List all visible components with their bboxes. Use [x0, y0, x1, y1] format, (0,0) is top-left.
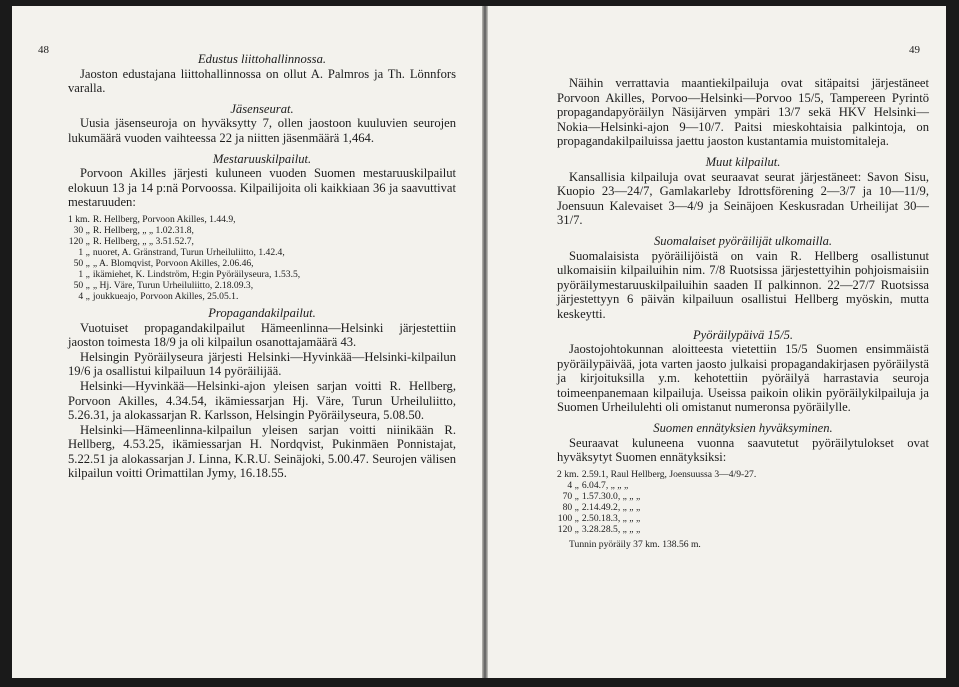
paragraph: Jaoston edustajana liittohallinnossa on ollut A. Palmros ja Th. Lönnfors varalla.	[68, 66, 456, 96]
record-row: 80 „ 2.14.49.2, „ „ „	[562, 501, 641, 513]
section-heading: Propagandakilpailut.	[208, 305, 316, 320]
paragraph: Seuraavat kuluneena vuonna saavutetut pyöräilytulokset ovat hyväksytyt Suomen ennätyksiksi:	[557, 435, 929, 465]
section-heading: Muut kilpailut.	[705, 154, 781, 169]
left-page	[12, 6, 482, 678]
page-number: 48	[38, 44, 49, 56]
result-row: 1 „ nuoret, A. Gränstrand, Turun Urheiluliitto, 1.42.4,	[78, 246, 285, 258]
record-row: 100 „ 2.50.18.3, „ „ „	[557, 512, 641, 524]
right-page	[488, 6, 946, 678]
paragraph: Näihin verrattavia maantiekilpailuja ovat sitäpaitsi järjestäneet Porvoon Akilles, Porvoo—Helsinki—Porvoo 15/5, Tampereen Pyrintö propagandapyöräilyn Näsijärven ympäri 13/7 sekä HKV Helsinki—Nokia—Helsinki-ajon 9—10/7. Paitsi mieskohtaisia palkintoja, on propagandakilpailuissa jaettu jaoston kustantamia muistomitaleja.	[557, 76, 929, 149]
records-table	[557, 469, 759, 535]
result-row: 50 „ „ A. Blomqvist, Porvoon Akilles, 2.06.46,	[73, 257, 254, 269]
record-row: 4 „ 6.04.7, „ „ „	[567, 479, 629, 491]
paragraph: Vuotuiset propagandakilpailut Hämeenlinna—Helsinki järjestettiin jaoston toimesta 18/9 ja oli kilpailun osanottajamäärä 43.	[68, 320, 456, 350]
section-heading: Suomalaiset pyöräilijät ulkomailla.	[653, 233, 833, 248]
record-row: 70 „ 1.57.30.0, „ „ „	[562, 490, 641, 502]
result-row: 4 „ joukkueajo, Porvoon Akilles, 25.05.1.	[78, 290, 239, 302]
paragraph: Suomalaisista pyöräilijöistä on vain R. Hellberg osallistunut ulkomaisiin kilpailuihin nim. 7/8 Ruotsissa järjestettyihin pohjoismaisiin pyöräilymestaruuskilpailuihin saaden II palkinnon. 22—27/7 Ruotsissa järjestettyyn 6 päivän kilpailuun osallistui Hellberg myöskin, mutta keskeytti.	[557, 248, 929, 321]
result-row: 1 „ ikämiehet, K. Lindström, H:gin Pyöräilyseura, 1.53.5,	[78, 268, 301, 280]
left-column	[68, 52, 456, 481]
section-heading: Edustus liittohallinnossa.	[197, 52, 327, 66]
records-note: Tunnin pyöräily 37 km. 138.56 m.	[569, 538, 701, 550]
paragraph: Porvoon Akilles järjesti kuluneen vuoden Suomen mestaruuskilpailut elokuun 13 ja 14 p:nä Porvoossa. Kilpailijoita oli kaikkiaan 36 ja saavuttivat mestaruuden:	[68, 166, 456, 210]
record-row: 2 km. 2.59.1, Raul Hellberg, Joensuussa 3—4/9-27.	[557, 468, 757, 480]
championship-results	[68, 214, 303, 302]
section-heading: Jäsenseurat.	[230, 101, 294, 116]
paragraph: Jaostojohtokunnan aloitteesta vietettiin 15/5 Suomen ensimmäistä pyöräilypäivää, jota varten jaosto julkaisi propagandakirjasen pyöräilystä ja kirjoituksilla y.m. kehotettiin pyöräilyä harrastavia seuroja toimeenpanemaan kilpailuja. Useissa paikoin olikin pyöräilykilpailuja ja Suomen Urheilulehti oli omistanut numeronsa pyöräilylle.	[557, 342, 929, 415]
right-column	[557, 76, 929, 550]
paragraph: Uusia jäsenseuroja on hyväksytty 7, ollen jaostoon kuuluvien seurojen lukumäärä vuoden vaihteessa 22 ja niitten jäsenmäärä 1,464.	[68, 116, 456, 145]
paragraph: Helsingin Pyöräilyseura järjesti Helsinki—Hyvinkää—Helsinki-kilpailun 19/6 ja osallistui kilpailuun 14 pyöräilijää.	[68, 349, 456, 379]
paragraph: Helsinki—Hämeenlinna-kilpailun yleisen sarjan voitti niinikään R. Hellberg, 4.53.25, ikämiessarjan H. Nordqvist, Pukinmäen Ponnistajat, 5.22.51 ja alokassarjan J. Linna, K.R.U. Seinäjoki, 5.00.47. Seurojen välisen kilpailun voitti Orimattilan Jymy, 16.18.55.	[68, 422, 456, 481]
result-row: 30 „ R. Hellberg, „ „ 1.02.31.8,	[73, 224, 194, 236]
section-heading: Pyöräilypäivä 15/5.	[692, 327, 794, 342]
result-row: 120 „ R. Hellberg, „ „ 3.51.52.7,	[68, 235, 194, 247]
result-row: 1 km. R. Hellberg, Porvoon Akilles, 1.44.9,	[68, 213, 236, 225]
result-row: 50 „ „ Hj. Väre, Turun Urheiluliitto, 2.18.09.3,	[73, 279, 254, 291]
page-number: 49	[909, 44, 920, 56]
record-row: 120 „ 3.28.28.5, „ „ „	[557, 523, 641, 535]
section-heading: Mestaruuskilpailut.	[212, 151, 312, 166]
section-heading: Suomen ennätyksien hyväksyminen.	[653, 421, 833, 436]
paragraph: Kansallisia kilpailuja ovat seuraavat seurat järjestäneet: Savon Sisu, Kuopio 23—24/7, Gamlakarleby Idrottsförening 2—3/7 ja 10—11/9, Joensuun Kalevaiset 3—4/9 ja Seinäjoen Keskusradan Urheilijat 30—31/7.	[557, 169, 929, 228]
paragraph: Helsinki—Hyvinkää—Helsinki-ajon yleisen sarjan voitti R. Hellberg, Porvoon Akilles, 4.34.54, ikämiessarjan Hj. Väre, Turun Urheiluliitto, 5.26.31, ja alokassarjan R. Karlsson, Helsingin Pyöräilyseura, 5.08.50.	[68, 378, 456, 423]
